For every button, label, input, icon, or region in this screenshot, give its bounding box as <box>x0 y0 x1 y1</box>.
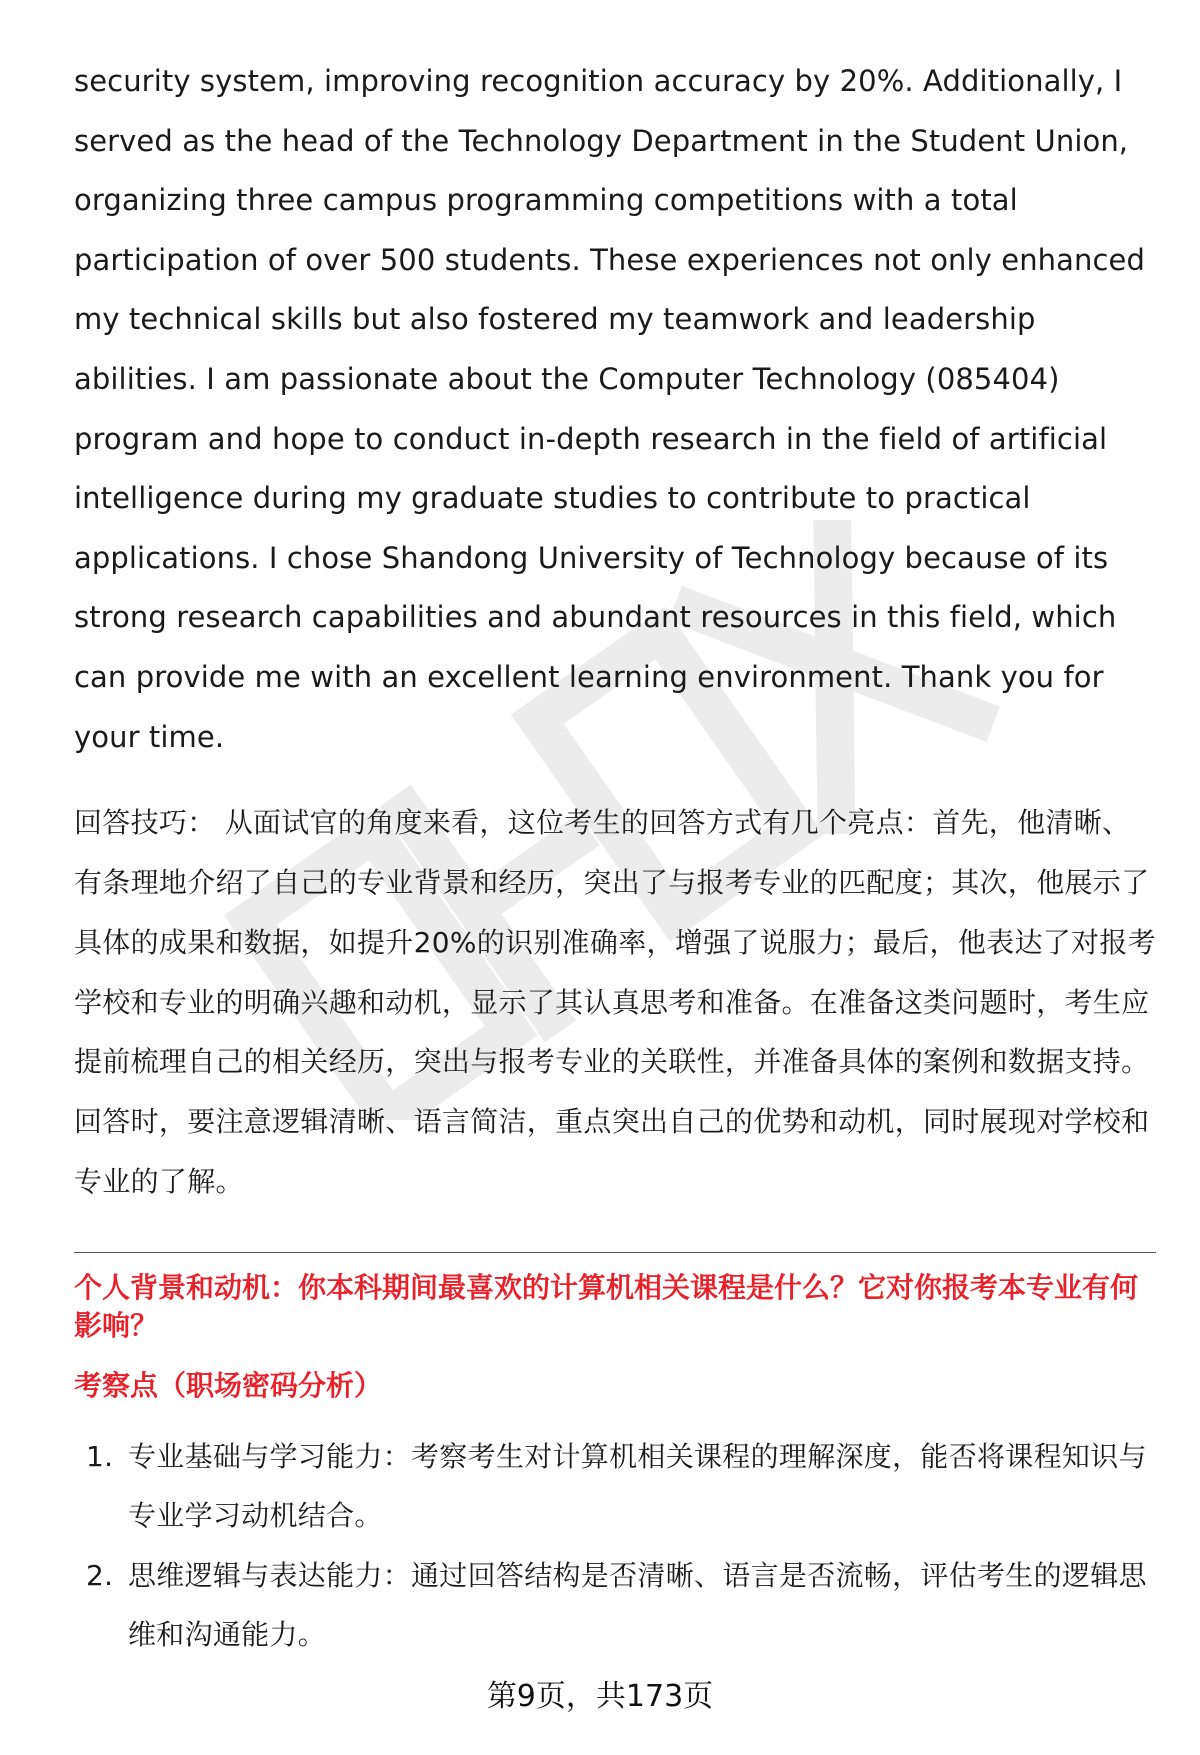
exam-points-list <box>74 1427 1156 1665</box>
document-page <box>74 52 1156 1665</box>
answer-tips-paragraph: 回答技巧： 从面试官的角度来看，这位考生的回答方式有几个亮点：首先，他清晰、有条理地介绍了自己的专业背景和经历，突出了与报考专业的匹配度；其次，他展示了具体的成果和数据，如提升20%的识别准确率，增强了说服力；最后，他表达了对报考学校和专业的明确兴趣和动机，显示了其认真思考和准备。在准备这类问题时，考生应提前梳理自己的相关经历，突出与报考专业的关联性，并准备具体的案例和数据支持。回答时，要注意逻辑清晰、语言简洁，重点突出自己的优势和动机，同时展现对学校和专业的了解。 <box>74 806 1156 1198</box>
english-answer-paragraph: security system, improving recognition accuracy by 20%. Additionally, I served as the head of the Technology Department in the Student Union, organizing three campus programming competitions with a total participation of over 500 students. These experiences not only enhanced my technical skills but also fostered my teamwork and leadership abilities. I am passionate about the Computer Technology (085404) program and hope to conduct in-depth research in the field of artificial intelligence during my graduate studies to contribute to practical applications. I chose Shandong University of Technology because of its strong research capabilities and abundant resources in this field, which can provide me with an excellent learning environment. Thank you for your time. <box>74 64 1145 754</box>
list-item-number: 2. <box>86 1558 114 1592</box>
exam-points-title: 考察点（职场密码分析） <box>74 1368 383 1402</box>
list-item-text: 思维逻辑与表达能力：通过回答结构是否清晰、语言是否流畅，评估考生的逻辑思维和沟通能力。 <box>128 1558 1147 1652</box>
question-heading: 个人背景和动机：你本科期间最喜欢的计算机相关课程是什么？它对你报考本专业有何影响？ <box>74 1270 1139 1342</box>
list-item <box>74 1546 1156 1665</box>
section-divider <box>74 1252 1156 1253</box>
list-item <box>74 1427 1156 1546</box>
list-item-number: 1. <box>86 1439 114 1473</box>
list-item-text: 专业基础与学习能力：考察考生对计算机相关课程的理解深度，能否将课程知识与专业学习动机结合。 <box>128 1439 1147 1533</box>
page-number-footer: 第9页，共173页 <box>486 1679 714 1714</box>
